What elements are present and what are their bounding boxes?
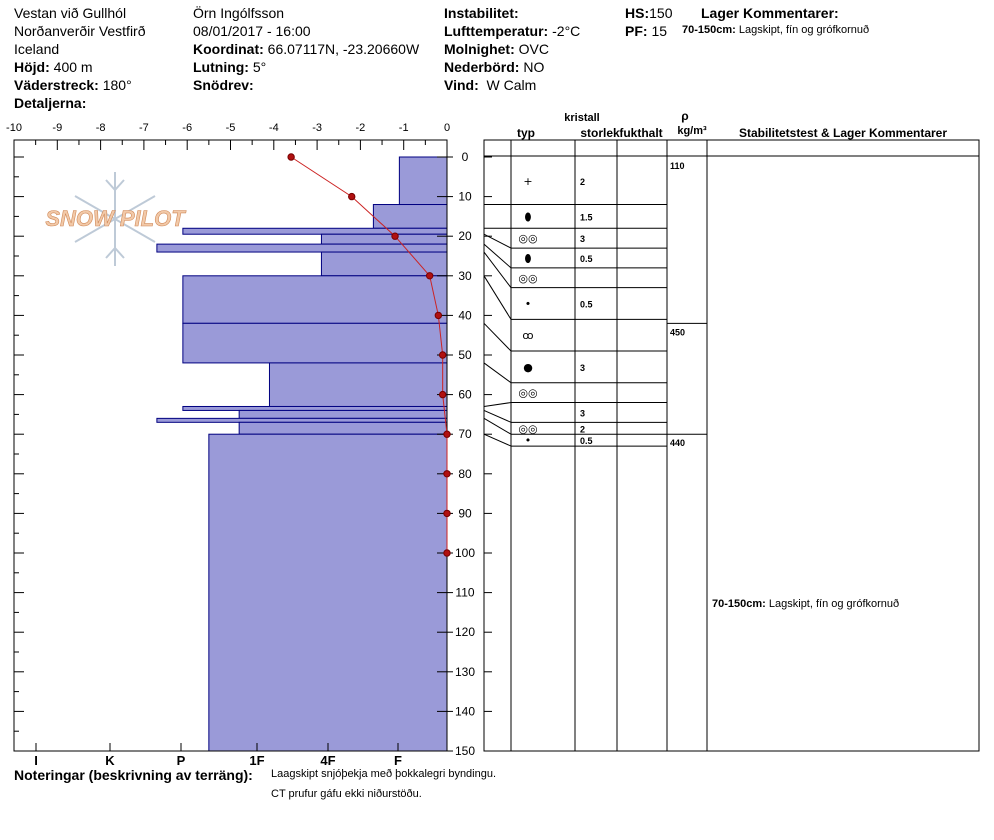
hardness-bar <box>373 205 447 229</box>
temperature-point <box>288 154 294 160</box>
hardness-tick-label: 4F <box>320 753 336 768</box>
header-layer-comment-range: 70-150cm: <box>682 24 736 36</box>
depth-tick-label: 50 <box>458 348 472 362</box>
cloud-label: Molnighet: <box>444 41 515 57</box>
crystal-size: 2 <box>580 424 586 435</box>
watermark-text: SNOW PILOT <box>45 206 185 231</box>
note-line-1: Laagskipt snjóþekja með þokkalegri byndingu. <box>271 768 497 780</box>
hardness-tick-label: F <box>394 753 402 768</box>
note-line-2: CT prufur gáfu ekki niðurstöðu. <box>271 788 422 800</box>
layer-connector <box>484 234 511 248</box>
crystal-header: kristall <box>564 112 600 124</box>
density-column <box>667 161 707 448</box>
depth-tick-label: 110 <box>455 585 475 600</box>
hs-label: HS: <box>625 5 650 21</box>
hardness-bar <box>239 410 447 418</box>
hardness-tick-label: P <box>176 753 186 768</box>
crystal-type-icon: ◎◎ <box>518 232 538 246</box>
hardness-bar <box>157 418 447 422</box>
crystal-size: 3 <box>580 408 586 419</box>
crystal-size: 0.5 <box>580 253 593 264</box>
crystal-type-icon: ◎◎ <box>518 271 538 285</box>
depth-tick-label: 140 <box>454 704 476 719</box>
elevation-label: Höjd: <box>14 59 50 75</box>
stability-layer-comment <box>712 598 899 610</box>
stability-comment-text: Lagskipt, fín og grófkornuð <box>768 598 900 610</box>
hs-value: 150 <box>649 5 673 21</box>
depth-tick-label: 20 <box>458 229 472 244</box>
depth-tick-label: 0 <box>461 150 469 164</box>
temperature-axis <box>6 122 450 150</box>
temperature-point <box>392 233 398 239</box>
wind-label: Vind: <box>444 77 479 93</box>
hardness-bar <box>269 363 447 407</box>
hardness-tick-label: 1F <box>249 753 265 768</box>
temperature-point <box>444 431 450 437</box>
layer-connector <box>484 244 511 268</box>
temp-tick-label: -4 <box>268 122 279 134</box>
temp-tick-label: -9 <box>52 122 63 134</box>
coord-label: Koordinat: <box>193 41 264 57</box>
density-value: 450 <box>670 327 686 338</box>
crystal-type-icon: ⬮ <box>524 251 532 265</box>
crystal-size: 0.5 <box>580 436 593 447</box>
temperature-point <box>435 312 441 318</box>
slope-label: Lutning: <box>193 59 249 75</box>
hardness-bar <box>183 323 447 363</box>
observation-datetime: 08/01/2017 - 16:00 <box>193 23 311 39</box>
hardness-tick-label: K <box>105 753 115 768</box>
precip-value: NO <box>523 59 545 75</box>
depth-tick-label: 70 <box>458 427 472 442</box>
notes-label: Noteringar (beskrivning av terräng): <box>14 767 253 783</box>
type-header: typ <box>517 126 535 140</box>
crystal-size: 3 <box>580 362 586 373</box>
crystal-size: 2 <box>580 176 586 187</box>
density-value: 440 <box>670 438 686 449</box>
temperature-point <box>444 550 450 556</box>
coord-value: 66.07117N, -23.20660W <box>267 41 420 57</box>
pf-value: 15 <box>651 23 668 39</box>
depth-tick-label: 10 <box>458 189 472 204</box>
temperature-point <box>426 273 432 279</box>
temp-tick-label: -5 <box>225 122 236 134</box>
hardness-bar <box>183 228 447 234</box>
temperature-point <box>439 352 445 358</box>
depth-tick-label: 80 <box>458 466 472 481</box>
temp-tick-label: -10 <box>6 122 22 134</box>
temperature-point <box>444 471 450 477</box>
slope-value: 5° <box>252 59 267 75</box>
temp-tick-label: -8 <box>95 122 106 134</box>
temp-tick-label: -6 <box>182 122 193 134</box>
depth-tick-label: 100 <box>454 546 476 560</box>
depth-tick-label: 90 <box>458 506 472 521</box>
table-frame <box>484 140 979 751</box>
layer-connector <box>484 434 511 446</box>
hardness-tick-label: I <box>34 753 38 768</box>
temperature-point <box>444 510 450 516</box>
hardness-bar <box>321 234 447 244</box>
depth-tick-label: 130 <box>454 664 476 679</box>
crystal-size: 0.5 <box>580 299 593 310</box>
crystal-type-icon: • <box>524 297 532 311</box>
details-label: Detaljerna: <box>14 95 87 111</box>
moisture-header: fukthalt <box>619 126 663 140</box>
crystal-type-icon: • <box>524 434 532 448</box>
observer-name: Örn Ingólfsson <box>193 5 285 21</box>
cloud-value: OVC <box>518 41 549 57</box>
layer-connector <box>484 403 511 407</box>
rho-header: ρ <box>681 109 689 123</box>
temperature-point <box>439 391 445 397</box>
hardness-bar <box>321 252 447 276</box>
region-name: Norðanverðir Vestfirð <box>14 23 146 39</box>
instability-label: Instabilitet: <box>444 5 519 21</box>
hardness-bar <box>183 276 447 324</box>
elevation-value: 400 m <box>53 59 93 75</box>
hardness-bar <box>209 434 447 751</box>
crystal-type-icon: ● <box>523 360 533 374</box>
stability-header: Stabilitetstest & Lager Kommentarer <box>738 126 948 140</box>
temp-tick-label: -1 <box>398 122 409 134</box>
wind-value: W Calm <box>486 77 537 93</box>
header-layer-comment-text: Lagskipt, fín og grófkornuð <box>738 24 870 36</box>
precip-label: Nederbörd: <box>444 59 520 75</box>
crystal-type-icon: ⬮ <box>524 210 532 224</box>
hardness-bar <box>239 422 447 434</box>
temp-tick-label: 0 <box>443 122 451 134</box>
size-header: storlek <box>580 126 620 140</box>
crystal-size: 1.5 <box>580 212 593 223</box>
hardness-bar <box>183 406 447 410</box>
layer-connector <box>484 323 511 351</box>
density-value: 110 <box>670 161 685 171</box>
temp-tick-label: -3 <box>312 122 322 134</box>
depth-tick-label: 150 <box>454 744 476 758</box>
layer-connector <box>484 363 511 383</box>
depth-tick-label: 30 <box>458 268 472 283</box>
aspect-value: 180° <box>102 77 132 93</box>
drift-label: Snödrev: <box>193 77 254 93</box>
location-name: Vestan við Gullhól <box>14 5 127 21</box>
layer-comments-label: Lager Kommentarer: <box>701 5 839 21</box>
layer-table <box>484 109 979 751</box>
crystal-size: 3 <box>580 234 586 245</box>
airtemp-label: Lufttemperatur: <box>444 23 549 39</box>
country-name: Iceland <box>14 41 60 57</box>
depth-tick-label: 60 <box>458 387 472 402</box>
stability-comment-range: 70-150cm: <box>712 598 766 610</box>
temperature-point <box>349 193 355 199</box>
crystal-type-icon: ◎◎ <box>518 422 538 436</box>
hardness-bar <box>399 157 447 205</box>
airtemp-value: -2°C <box>552 23 581 39</box>
crystal-type-icon: + <box>523 174 533 188</box>
aspect-label: Väderstreck: <box>14 77 99 93</box>
depth-tick-label: 120 <box>454 625 476 640</box>
density-header: kg/m³ <box>677 125 707 137</box>
crystal-type-icon: ꝏ <box>522 329 534 343</box>
crystal-type-icon: ◎◎ <box>518 386 538 400</box>
temp-tick-label: -2 <box>355 122 366 134</box>
temp-tick-label: -7 <box>139 122 149 134</box>
depth-tick-label: 40 <box>458 308 472 323</box>
pf-label: PF: <box>625 23 648 39</box>
